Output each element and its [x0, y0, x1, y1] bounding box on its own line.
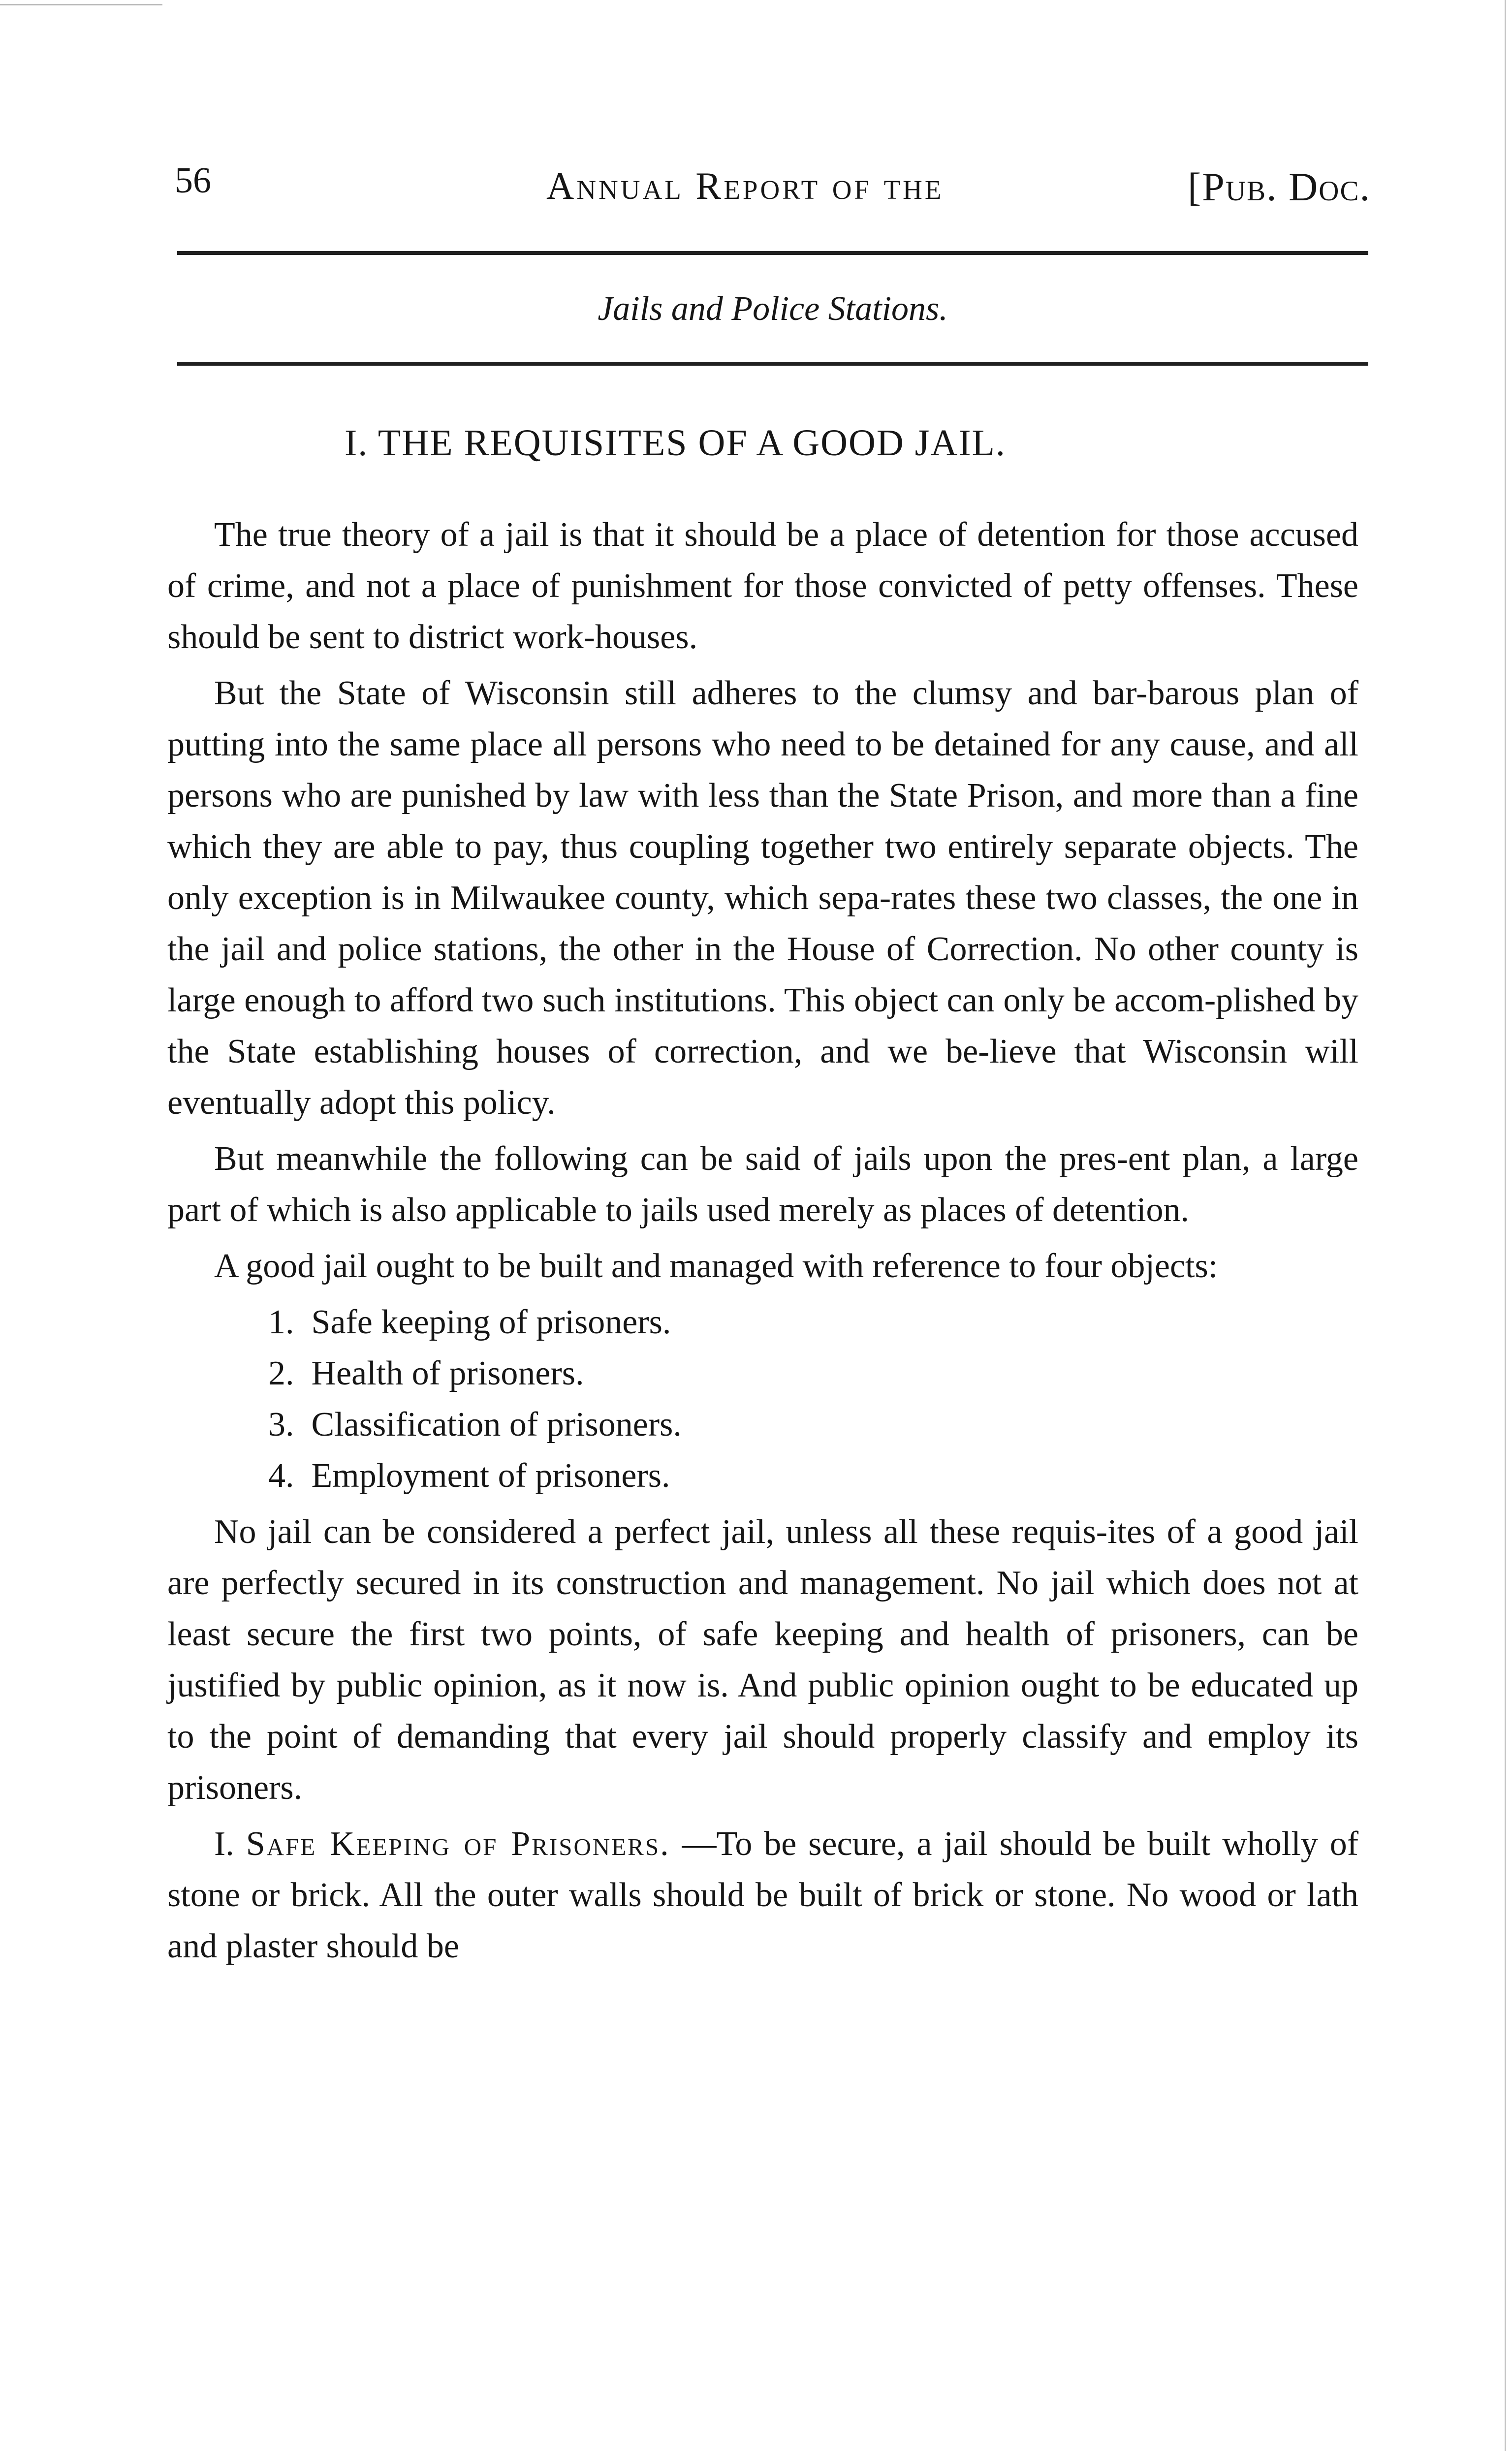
document-reference: [Pub. Doc.	[1188, 164, 1371, 209]
scan-edge-line	[0, 4, 162, 5]
section-subtitle: Jails and Police Stations.	[598, 290, 948, 328]
paragraph-objects-intro: A good jail ought to be built and managed with reference to four objects:	[214, 1247, 1218, 1285]
objects-list	[167, 1297, 1358, 1502]
paragraph-meanwhile: But meanwhile the following can be said of jails upon the pres-ent plan, a large part of which is also applicable to jails used merely as places of detention.	[167, 1140, 1358, 1229]
running-title: Annual Report of the	[546, 164, 944, 207]
paragraph-theory: The true theory of a jail is that it should be a place of detention for those accused of crime, and not a place of punishment for those convicted of petty offenses. These should be sent to district work-houses.	[167, 516, 1358, 656]
bottom-rule	[177, 362, 1368, 366]
list-item-number: 4.	[268, 1457, 294, 1495]
page-number: 56	[175, 160, 211, 201]
running-header	[175, 160, 1371, 214]
list-item-number: 3.	[268, 1406, 294, 1444]
list-item	[167, 1297, 1358, 1348]
list-item	[167, 1450, 1358, 1502]
scan-right-edge	[1505, 0, 1506, 2451]
list-item-text: Health of prisoners.	[311, 1354, 584, 1392]
list-item-text: Classification of prisoners.	[311, 1406, 682, 1444]
paragraph-requisites: No jail can be considered a perfect jail, unless all these requis-ites of a good jail are perfectly secured in its construction and management. No jail which does not at least secure the first two points, of safe keeping and health of prisoners, can be justified by public opinion, as it now is. And public opinion ought to be educated up to the point of demanding that every jail should properly classify and employ its prisoners.	[167, 1513, 1358, 1807]
paragraph-safe-keeping	[167, 1819, 1358, 1972]
subsection-text: To be secure, a jail should be built wholly of stone or brick. All the outer walls should be built of brick or stone. No wood or lath and plaster should be	[167, 1825, 1359, 1965]
list-item-text: Employment of prisoners.	[311, 1457, 670, 1495]
subsection-heading: Safe Keeping of Prisoners.	[246, 1825, 670, 1863]
top-rule	[177, 251, 1368, 255]
subsection-dash: —	[682, 1825, 717, 1863]
paragraph-wisconsin: But the State of Wisconsin still adheres to the clumsy and bar-barous plan of putting into the same place all persons who need to be detained for any cause, and all persons who are punished by law with less than the State Prison, and more than a fine which they are able to pay, thus coupling together two entirely separate objects. The only exception is in Milwaukee county, which sepa-rates these two classes, the one in the jail and police stations, the other in the House of Correction. No other county is large enough to afford two such institutions. This object can only be accom-plished by the State establishing houses of correction, and we be-lieve that Wisconsin will eventually adopt this policy.	[167, 674, 1358, 1122]
list-item-text: Safe keeping of prisoners.	[311, 1303, 671, 1341]
body-text	[167, 509, 1358, 1977]
list-item-number: 2.	[268, 1354, 294, 1392]
chapter-heading: I. THE REQUISITES OF A GOOD JAIL.	[345, 422, 1006, 464]
subsection-numeral: I.	[214, 1825, 234, 1863]
list-item	[167, 1348, 1358, 1399]
list-item	[167, 1399, 1358, 1450]
list-item-number: 1.	[268, 1303, 294, 1341]
